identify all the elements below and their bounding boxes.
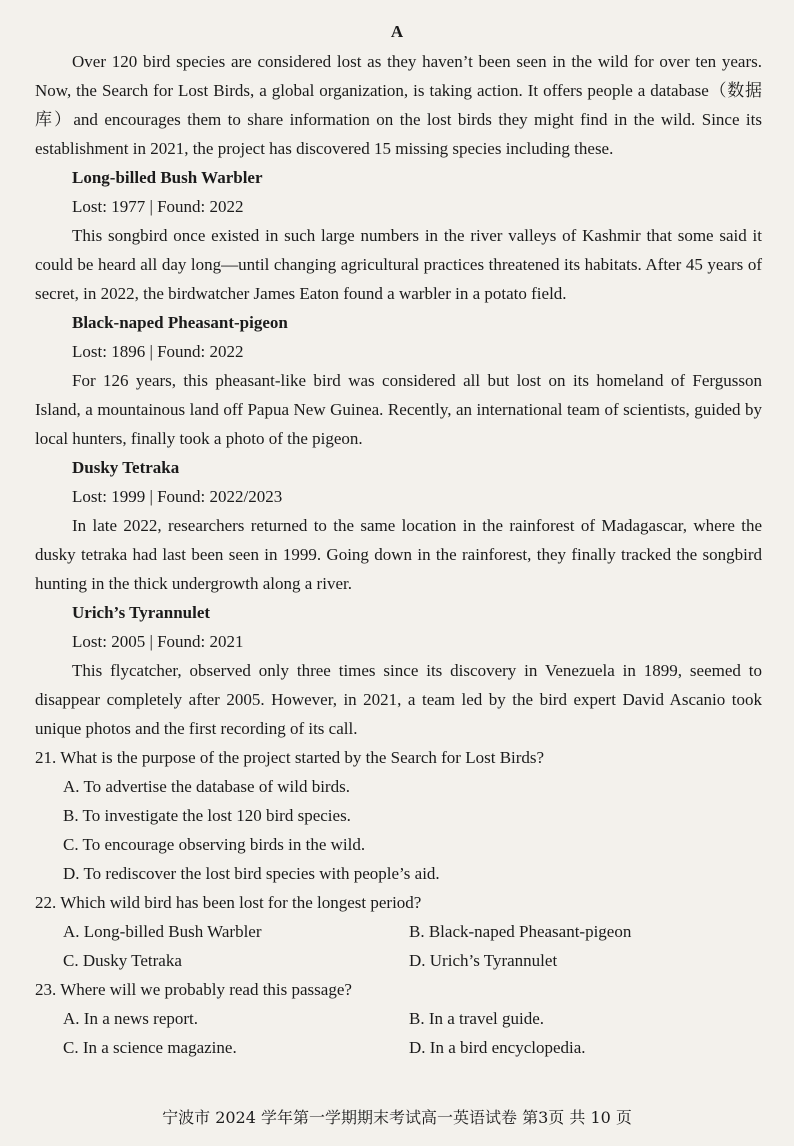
bird-lost-found: Lost: 1977 | Found: 2022 bbox=[72, 197, 244, 216]
intro-paragraph: Over 120 bird species are considered lost as they haven’t been seen in the wild for over ten years. Now, the Search for Lost Birds, a global organization, is taking action. It offers people a database（数据库）and encourages them to share information on the lost birds they might find in the wild. Since its establishment in 2021, the project has discovered 15 missing species including these. bbox=[35, 52, 762, 158]
answer-option: A. Long-billed Bush Warbler bbox=[63, 922, 262, 941]
option-row bbox=[35, 1004, 762, 1033]
section-letter: A bbox=[390, 22, 404, 41]
bird-name: Black-naped Pheasant-pigeon bbox=[72, 313, 288, 332]
question-stem: 23. Where will we probably read this passage? bbox=[35, 980, 352, 999]
option-row bbox=[35, 917, 762, 946]
question-stem: 21. What is the purpose of the project started by the Search for Lost Birds? bbox=[35, 748, 545, 767]
answer-option: B. Black-naped Pheasant-pigeon bbox=[409, 922, 632, 941]
answer-option: D. To rediscover the lost bird species with people’s aid. bbox=[63, 864, 440, 883]
option-row bbox=[35, 1033, 762, 1062]
answer-option: B. To investigate the lost 120 bird species. bbox=[63, 806, 351, 825]
bird-description: For 126 years, this pheasant-like bird was considered all but lost on its homeland of Fergusson Island, a mountainous land off Papua New Guinea. Recently, an international team of scientists, guided by local hunters, finally took a photo of the pigeon. bbox=[35, 371, 762, 448]
bird-lost-found: Lost: 1999 | Found: 2022/2023 bbox=[72, 487, 283, 506]
answer-option: B. In a travel guide. bbox=[409, 1009, 545, 1028]
bird-description: This flycatcher, observed only three times since its discovery in Venezuela in 1899, seemed to disappear completely after 2005. However, in 2021, a team led by the bird expert David Ascanio took unique photos and the first recording of its call. bbox=[35, 661, 762, 738]
bird-name: Urich’s Tyrannulet bbox=[72, 603, 211, 622]
answer-option: D. Urich’s Tyrannulet bbox=[409, 951, 558, 970]
bird-name: Long-billed Bush Warbler bbox=[72, 168, 263, 187]
answer-option: C. In a science magazine. bbox=[63, 1038, 237, 1057]
question-stem: 22. Which wild bird has been lost for the longest period? bbox=[35, 893, 422, 912]
answer-option: C. To encourage observing birds in the wild. bbox=[63, 835, 366, 854]
bird-description: In late 2022, researchers returned to the same location in the rainforest of Madagascar, where the dusky tetraka had last been seen in 1999. Going down in the rainforest, they finally tracked the songbird hunting in the thick undergrowth along a river. bbox=[35, 516, 762, 593]
option-row bbox=[35, 946, 762, 975]
page-footer: 宁波市 2024 学年第一学期期末考试高一英语试卷 第3页 共 10 页 bbox=[162, 1108, 632, 1127]
answer-option: A. In a news report. bbox=[63, 1009, 199, 1028]
bird-description: This songbird once existed in such large numbers in the river valleys of Kashmir that some said it could be heard all day long—until changing agricultural practices threatened its habitats. After 45 years of secret, in 2022, the birdwatcher James Eaton found a warbler in a potato field. bbox=[35, 226, 762, 303]
passage-content bbox=[35, 47, 762, 1062]
answer-option: A. To advertise the database of wild birds. bbox=[63, 777, 350, 796]
bird-lost-found: Lost: 1896 | Found: 2022 bbox=[72, 342, 244, 361]
bird-lost-found: Lost: 2005 | Found: 2021 bbox=[72, 632, 244, 651]
answer-option: D. In a bird encyclopedia. bbox=[409, 1038, 586, 1057]
bird-name: Dusky Tetraka bbox=[72, 458, 180, 477]
answer-option: C. Dusky Tetraka bbox=[63, 951, 182, 970]
